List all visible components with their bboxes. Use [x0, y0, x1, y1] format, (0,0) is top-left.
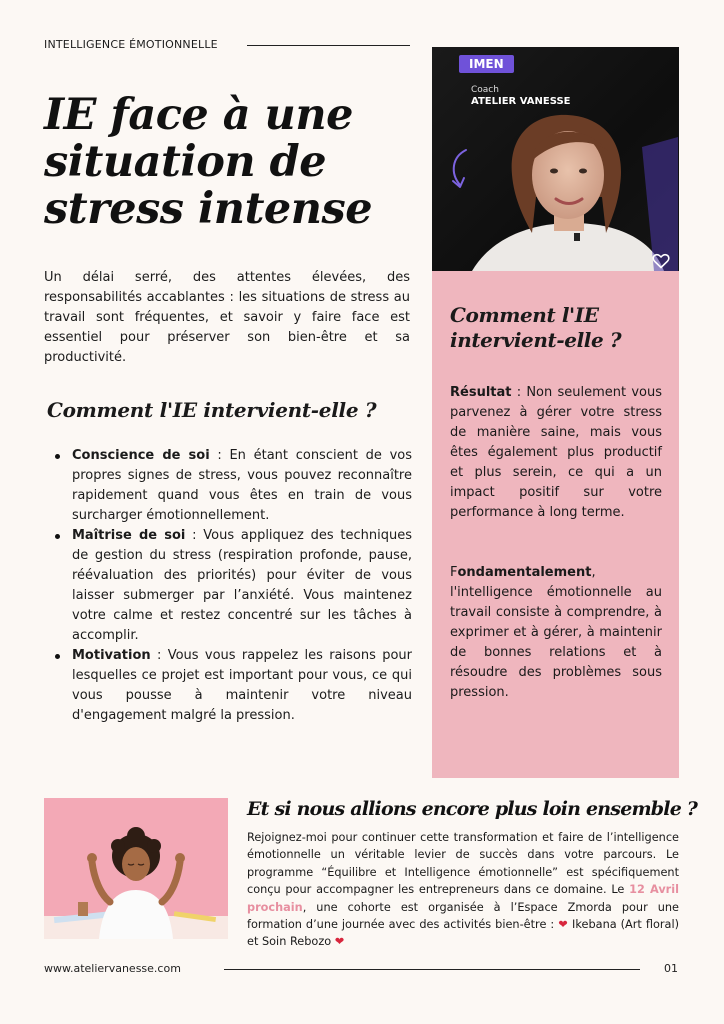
coach-name: ATELIER VANESSE	[471, 96, 571, 107]
card-heading: Comment l'IE intervient-elle ?	[450, 303, 622, 352]
list-item-term: Maîtrise de soi	[72, 528, 186, 543]
list-item	[50, 526, 412, 646]
curved-arrow-icon	[446, 147, 474, 193]
fundamental-first-letter: F	[450, 565, 458, 580]
intro-paragraph: Un délai serré, des attentes élevées, des responsabilités accablantes : les situations de stress au travail sont fréquentes, et savoir y faire face est essentiel pour préserver son bien-être et sa productivité.	[44, 270, 410, 365]
heart-outline-icon[interactable]	[652, 253, 670, 269]
list-item-text: : Vous vous rappelez les raisons pour lesquelles ce projet est important pour vous, ce qui vous pousse à maintenir votre niveau d'engagement malgré la pression.	[72, 648, 412, 723]
list-item-term: Conscience de soi	[72, 448, 210, 463]
cta-heading: Et si nous allions encore plus loin ensemble ?	[247, 798, 698, 820]
kicker-divider	[247, 45, 410, 46]
result-paragraph	[450, 383, 662, 523]
fundamental-paragraph	[450, 563, 662, 703]
result-term: Résultat	[450, 385, 512, 400]
coach-label: Coach	[471, 85, 499, 95]
section-kicker: INTELLIGENCE ÉMOTIONNELLE	[44, 38, 218, 51]
activities-text: Ikebana (Art floral) et Soin Rebozo	[247, 918, 679, 949]
list-item-term: Motivation	[72, 648, 151, 663]
cta-text-2: , une cohorte est organisée à l’Espace Zmorda pour une formation d’une journée avec des activités bien-être :	[247, 900, 679, 932]
summary-card	[432, 271, 679, 778]
section-heading: Comment l'IE intervient-elle ?	[47, 398, 377, 422]
cta-paragraph	[247, 829, 679, 951]
host-badge: IMEN	[459, 55, 514, 73]
list-item-text: : Vous appliquez des techniques de gestion du stress (respiration profonde, pause, réévaluation des priorités) pour éviter de vous laisser submerger par l’anxiété. Vous maintenez votre calme et restez concentré sur les tâches à accomplir.	[72, 528, 412, 643]
list-item-text: : En étant conscient de vos propres signes de stress, vous pouvez reconnaître rapidement quand vous êtes en train de vous surcharger émotionnellement.	[72, 448, 412, 523]
cta-text-1: Rejoignez-moi pour continuer cette transformation et faire de l’intelligence émotionnelle un véritable levier de succès dans votre parcours. Le programme “Équilibre et Intelligence émotionnelle” est spécifiquement conçu pour accompagner les entrepreneurs dans ce domaine. Le	[247, 831, 679, 897]
heart-icon: ❤	[334, 935, 345, 949]
meditation-image	[44, 798, 228, 939]
list-item	[50, 446, 412, 526]
list-item	[50, 646, 412, 726]
result-text: : Non seulement vous parvenez à gérer votre stress de manière saine, mais vous êtes également plus productif et plus serein, ce qui a un impact positif sur votre performance à long terme.	[450, 385, 662, 520]
fundamental-text: , l'intelligence émotionnelle au travail consiste à comprendre, à exprimer et à gérer, à maintenir de bonnes relations et à résoudre des problèmes sous pression.	[450, 565, 662, 700]
coach-photo	[432, 47, 679, 271]
meditation-illustration	[44, 798, 228, 939]
event-date: 12 Avril prochain	[247, 883, 679, 914]
page-number: 01	[664, 962, 678, 975]
fundamental-term: ondamentalement	[457, 565, 592, 580]
skills-list	[50, 446, 412, 726]
page-title: IE face à une situation de stress intense	[44, 90, 373, 234]
website-link[interactable]: www.ateliervanesse.com	[44, 962, 181, 975]
footer-divider	[224, 969, 640, 970]
heart-icon: ❤	[558, 918, 569, 932]
